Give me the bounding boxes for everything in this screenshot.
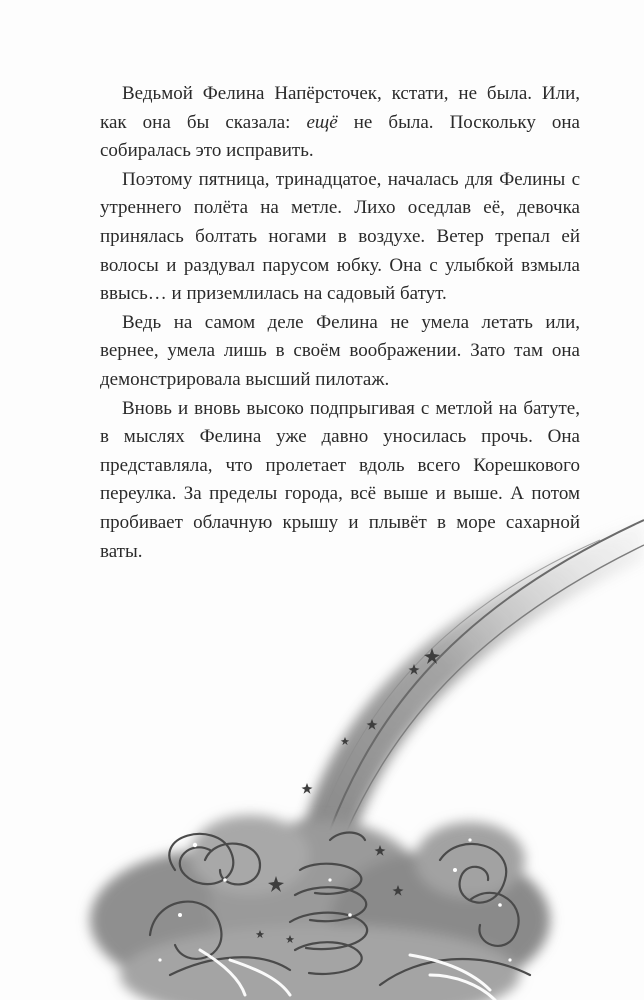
paragraph-3: Ведь на самом деле Фелина не умела летать или, вернее, умела лишь в своём воображении. Зато там она демонстрировала высший пилотаж.: [100, 311, 580, 390]
paragraph-2: Поэтому пятница, тринадцатое, началась для Фелины с утреннего полёта на метле. Лихо оседлав её, девочка принялась болтать ногами в воздухе. Ветер трепал ей волосы и раздувал парусом юбку. Она с улыбкой взмыла ввысь… и приземлилась на садовый батут.: [100, 168, 580, 305]
body-text: [100, 80, 580, 566]
cloud-burst: [90, 815, 550, 1000]
paragraph-1: Ведьмой Фелина Напёрсточек, кстати, не была. Или, как она бы сказала: ещё не была. Поскольку она собиралась это исправить.: [100, 83, 580, 162]
paragraph-4: Вновь и вновь высоко подпрыгивая с метлой на батуте, в мыслях Фелина уже давно уносилась прочь. Она представляла, что пролетает вдоль всего Корешкового переулка. За пределы города, всё выше и выше. А потом пробивает облачную крышу и плывёт в море сахарной ваты.: [100, 397, 580, 562]
broom-trail-illustration: [0, 515, 644, 1000]
flight-trail: [300, 520, 644, 850]
emphasis-word: ещё: [306, 111, 338, 133]
